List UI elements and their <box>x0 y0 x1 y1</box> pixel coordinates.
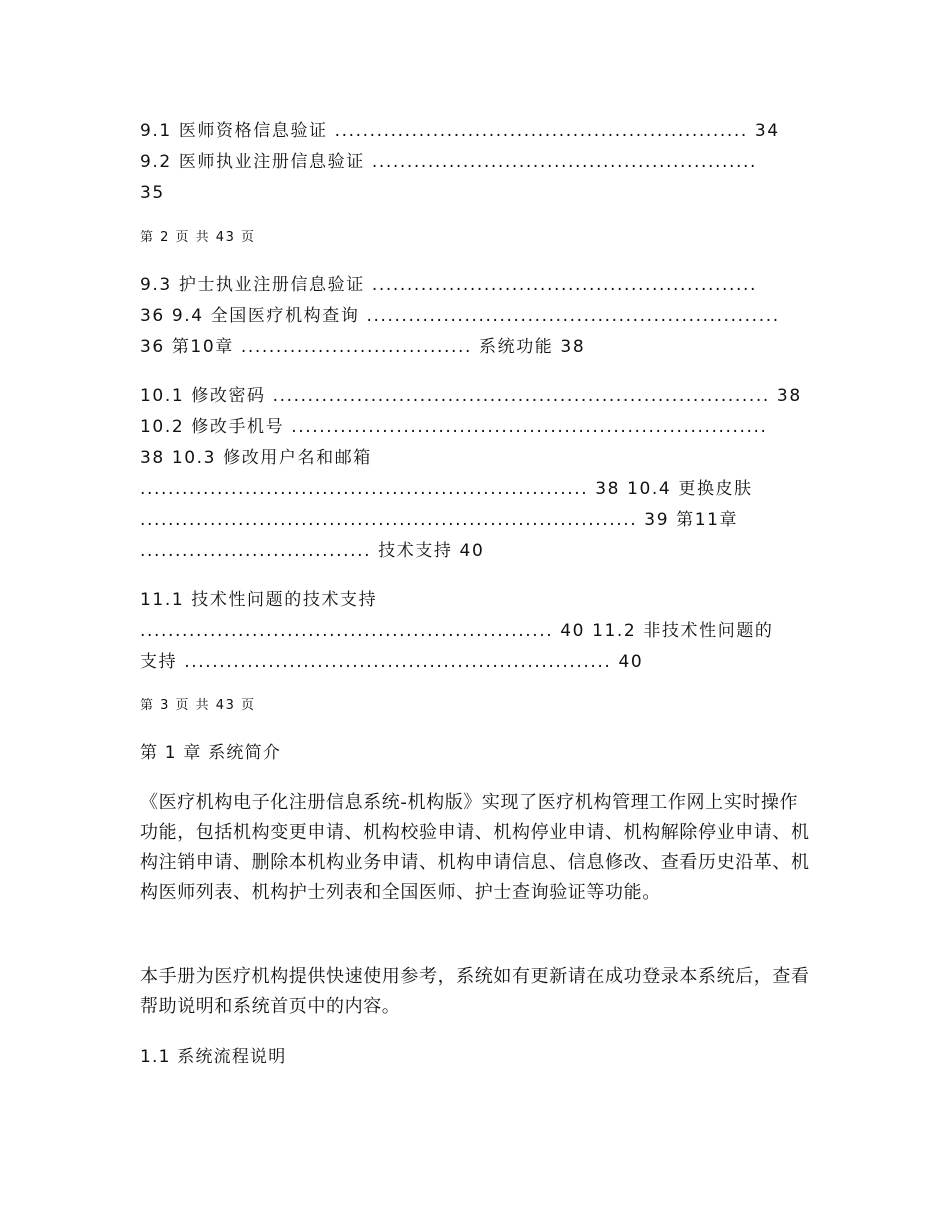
toc-entry-9-4: 36 9.4 全国医疗机构查询 ........................................................... <box>140 306 780 326</box>
toc-entry-11-1: 11.1 技术性问题的技术支持 <box>140 590 378 610</box>
toc-entry-10-1: 10.1 修改密码 ....................................................................... 38 <box>140 386 802 406</box>
toc-entry-chapter-11-page: ................................. 技术支持 40 <box>140 541 485 561</box>
toc-entry-10-4: ................................................................ 38 10.4 更换皮肤 <box>140 479 753 499</box>
toc-entry-chapter-11: ....................................................................... 39 第11章 <box>140 510 739 530</box>
toc-entry-9-1: 9.1 医师资格信息验证 ........................................................... 34 <box>140 121 780 141</box>
toc-entry-9-3: 9.3 护士执业注册信息验证 ....................................................... <box>140 275 758 295</box>
chapter-title: 第 1 章 系统简介 <box>140 743 282 763</box>
toc-entry-chapter-10: 36 第10章 ................................. 系统功能 38 <box>140 337 586 357</box>
page-footer-2: 第 2 页 共 43 页 <box>140 230 256 245</box>
page-footer-3: 第 3 页 共 43 页 <box>140 698 256 713</box>
section-title: 1.1 系统流程说明 <box>140 1047 287 1067</box>
toc-entry-11-2-page: 支持 ............................................................. 40 <box>140 652 644 672</box>
toc-entry-10-3: 38 10.3 修改用户名和邮箱 <box>140 448 372 468</box>
toc-entry-10-2: 10.2 修改手机号 .................................................................... <box>140 417 768 437</box>
chapter-paragraph-1: 《医疗机构电子化注册信息系统-机构版》实现了医疗机构管理工作网上实时操作功能，包括机构变更申请、机构校验申请、机构停业申请、机构解除停业申请、机构注销申请、删除本机构业务申请、机构申请信息、信息修改、查看历史沿革、机构医师列表、机构护士列表和全国医师、护士查询验证等功能。 <box>140 792 810 903</box>
toc-entry-11-2: ........................................................... 40 11.2 非技术性问题的 <box>140 621 774 641</box>
toc-entry-9-2: 9.2 医师执业注册信息验证 ....................................................... <box>140 152 758 172</box>
chapter-paragraph-2: 本手册为医疗机构提供快速使用参考，系统如有更新请在成功登录本系统后，查看帮助说明和系统首页中的内容。 <box>140 966 810 1017</box>
toc-entry-9-2-page: 35 <box>140 183 165 203</box>
